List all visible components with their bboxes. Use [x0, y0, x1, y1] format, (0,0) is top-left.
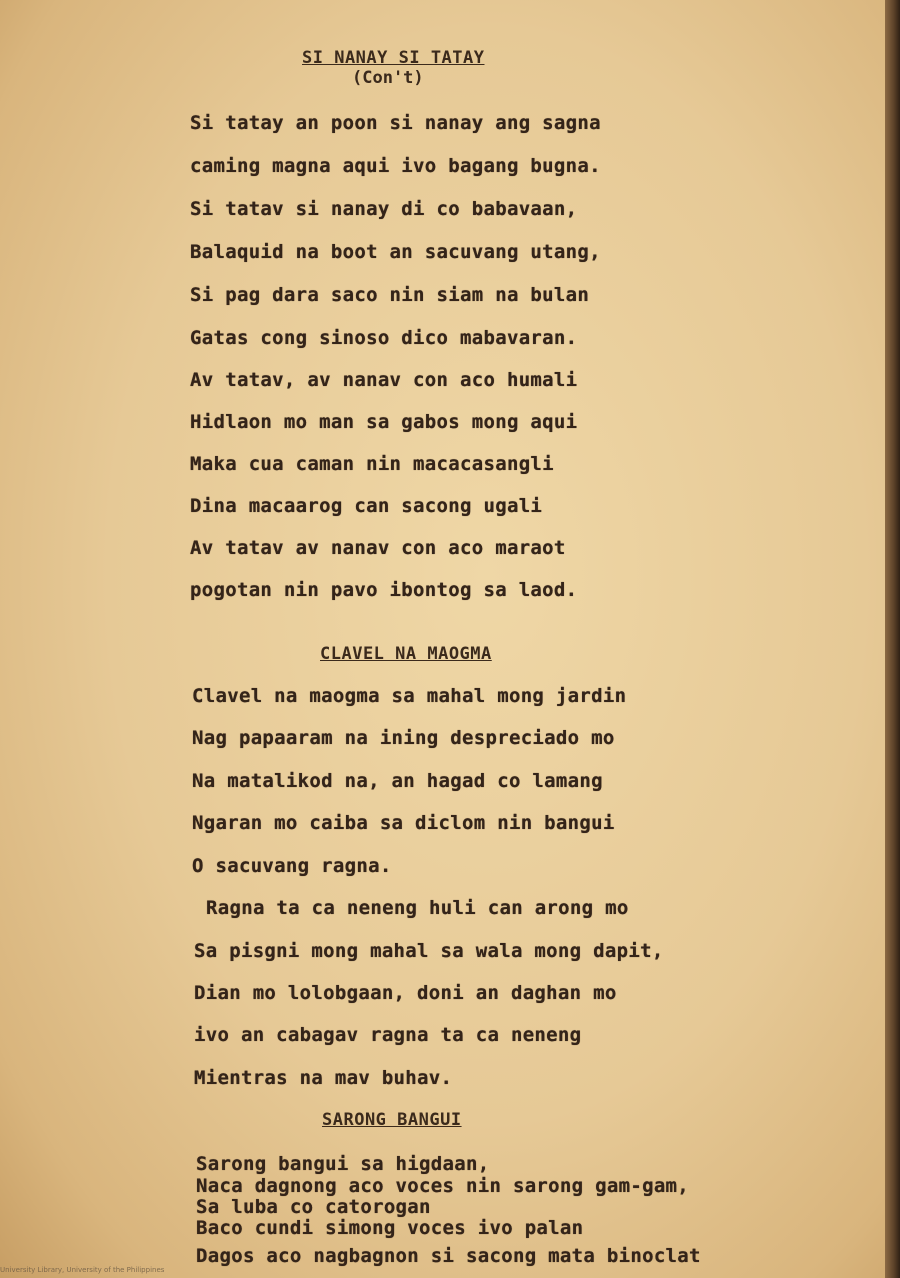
lyric-line: Nag papaaram na ining despreciado mo	[192, 727, 615, 749]
lyric-line: Naca dagnong aco voces nin sarong gam-gam,	[196, 1175, 690, 1197]
lyric-line: Dagos aco nagbagnon si sacong mata binoclat	[196, 1245, 701, 1267]
song-title-si-nanay-si-tatay: SI NANAY SI TATAY	[302, 48, 485, 68]
lyric-line: O sacuvang ragna.	[192, 855, 392, 877]
book-page-edge	[885, 0, 900, 1278]
lyric-line: Si pag dara saco nin siam na bulan	[190, 284, 590, 306]
lyric-line: Baco cundi simong voces ivo palan	[196, 1217, 584, 1239]
song-title-sarong-bangui: SARONG BANGUI	[322, 1110, 462, 1130]
lyric-line: Hidlaon mo man sa gabos mong aqui	[190, 411, 578, 433]
lyric-line: Av tatav av nanav con aco maraot	[190, 537, 566, 559]
lyric-line: ivo an cabagav ragna ta ca neneng	[194, 1024, 582, 1046]
lyric-line: Na matalikod na, an hagad co lamang	[192, 770, 603, 792]
song-subtitle: (Con't)	[352, 68, 424, 88]
lyric-line: Balaquid na boot an sacuvang utang,	[190, 241, 601, 263]
lyric-line: Av tatav, av nanav con aco humali	[190, 369, 578, 391]
lyric-line: Maka cua caman nin macacasangli	[190, 453, 554, 475]
lyric-line: caming magna aqui ivo bagang bugna.	[190, 155, 601, 177]
lyric-line: Ngaran mo caiba sa diclom nin bangui	[192, 812, 615, 834]
lyric-line: Sarong bangui sa higdaan,	[196, 1153, 490, 1175]
lyric-line: Dian mo lolobgaan, doni an daghan mo	[194, 982, 617, 1004]
lyric-line: Dina macaarog can sacong ugali	[190, 495, 543, 517]
library-footer: University Library, University of the Philippines	[0, 1266, 165, 1274]
song-title-clavel-na-maogma: CLAVEL NA MAOGMA	[320, 644, 492, 664]
lyric-line: Sa pisgni mong mahal sa wala mong dapit,	[194, 940, 664, 962]
lyric-line: Clavel na maogma sa mahal mong jardin	[192, 685, 627, 707]
lyric-line: pogotan nin pavo ibontog sa laod.	[190, 579, 578, 601]
lyric-line: Ragna ta ca neneng huli can arong mo	[206, 897, 629, 919]
lyric-line: Gatas cong sinoso dico mabavaran.	[190, 327, 578, 349]
lyric-line: Mientras na mav buhav.	[194, 1067, 453, 1089]
lyric-line: Sa luba co catorogan	[196, 1196, 431, 1218]
lyric-line: Si tatay an poon si nanay ang sagna	[190, 112, 601, 134]
lyric-line: Si tatav si nanay di co babavaan,	[190, 198, 578, 220]
